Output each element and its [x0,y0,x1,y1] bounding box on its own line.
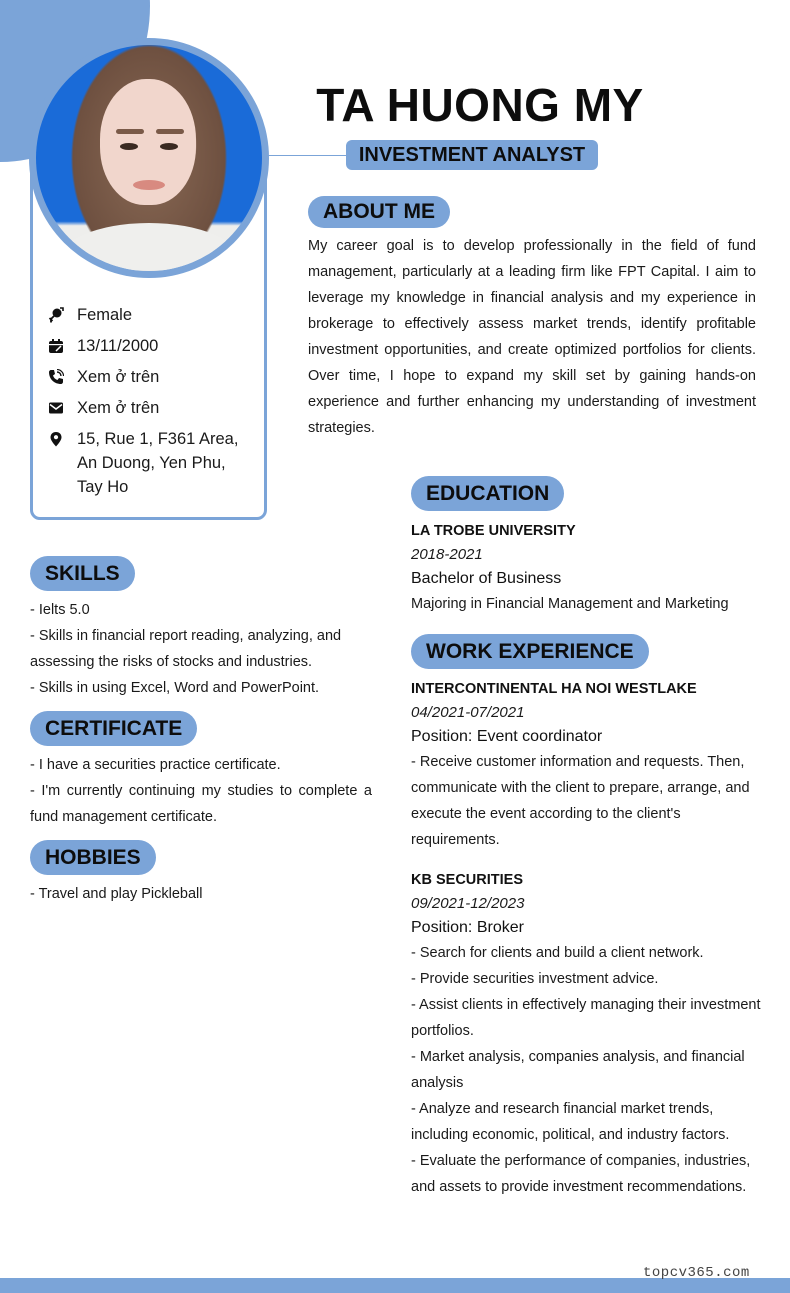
education-heading: EDUCATION [411,476,564,511]
certificate-item: - I'm currently continuing my studies to complete a fund management certificate. [30,783,372,825]
skill-item: - Skills in using Excel, Word and PowerPoint. [30,680,320,696]
work-heading: WORK EXPERIENCE [411,634,649,669]
avatar-lips [133,180,165,190]
job-period: 09/2021-12/2023 [411,895,525,912]
job-duty: - Evaluate the performance of companies, industries, and assets to provide investment recommendations. [411,1153,751,1195]
job-duty: - Assist clients in effectively managing their investment portfolios. [411,997,761,1039]
certificate-heading: CERTIFICATE [30,711,197,746]
info-birthdate [48,334,248,358]
job-duty: - Search for clients and build a client network. [411,945,704,961]
connector-line [268,155,348,156]
work-entry [411,869,763,1200]
hobbies-heading: HOBBIES [30,840,156,875]
email-icon [48,396,77,420]
candidate-name: TA HUONG MY [316,79,644,131]
info-phone [48,365,248,389]
major: Majoring in Financial Management and Marketing [411,596,729,612]
job-period: 04/2021-07/2021 [411,704,525,721]
email-value: Xem ở trên [77,399,160,417]
job-duty: - Receive customer information and requests. Then, communicate with the client to prepare, arrange, and execute the event according to the client's requirements. [411,754,750,848]
avatar [36,45,262,271]
job-title-badge: INVESTMENT ANALYST [346,140,598,170]
birthdate-value: 13/11/2000 [77,337,159,355]
info-gender [48,303,248,327]
skills-heading: SKILLS [30,556,135,591]
phone-icon [48,365,77,389]
school-name: LA TROBE UNIVERSITY [411,523,576,539]
education-entry [411,520,763,617]
gender-icon [48,303,77,327]
company-name: KB SECURITIES [411,872,523,888]
avatar-brow [156,129,184,134]
avatar-brow [116,129,144,134]
skill-item: - Ielts 5.0 [30,602,90,618]
personal-info-list [48,303,248,506]
certificate-list [30,752,372,830]
hobby-item: - Travel and play Pickleball [30,886,203,902]
info-address [48,427,248,499]
degree: Bachelor of Business [411,570,562,587]
gender-value: Female [77,306,133,324]
skill-item: - Skills in financial report reading, analyzing, and assessing the risks of stocks and industries. [30,628,342,670]
address-value: 15, Rue 1, F361 Area, An Duong, Yen Phu, Tay Ho [77,430,239,496]
hobbies-list [30,881,372,907]
watermark: topcv365.com [643,1265,750,1281]
phone-value: Xem ở trên [77,368,160,386]
job-duty: - Analyze and research financial market trends, including economic, political, and industry factors. [411,1101,730,1143]
skills-list [30,597,372,701]
avatar-eye [120,143,138,150]
about-text: My career goal is to develop professionally in the field of fund management, particularly at a leading firm like FPT Capital. I aim to leverage my knowledge in financial analysis and my experience in brokerage to effectively assess market trends, identify profitable investment opportunities, and create optimized portfolios for clients. Over time, I hope to expand my skill set by gaining hands-on experience and further enhancing my understanding of investment strategies. [308,238,756,436]
job-position: Position: Event coordinator [411,728,603,745]
calendar-icon [48,334,77,358]
about-heading: ABOUT ME [308,196,450,228]
location-icon [48,427,77,451]
avatar-eye [160,143,178,150]
job-position: Position: Broker [411,919,524,936]
education-period: 2018-2021 [411,546,483,563]
job-duty: - Provide securities investment advice. [411,971,659,987]
certificate-item: - I have a securities practice certificate. [30,757,281,773]
info-email [48,396,248,420]
job-duty: - Market analysis, companies analysis, and financial analysis [411,1049,745,1091]
avatar-shirt [56,223,242,271]
company-name: INTERCONTINENTAL HA NOI WESTLAKE [411,681,697,697]
work-entry [411,678,763,853]
